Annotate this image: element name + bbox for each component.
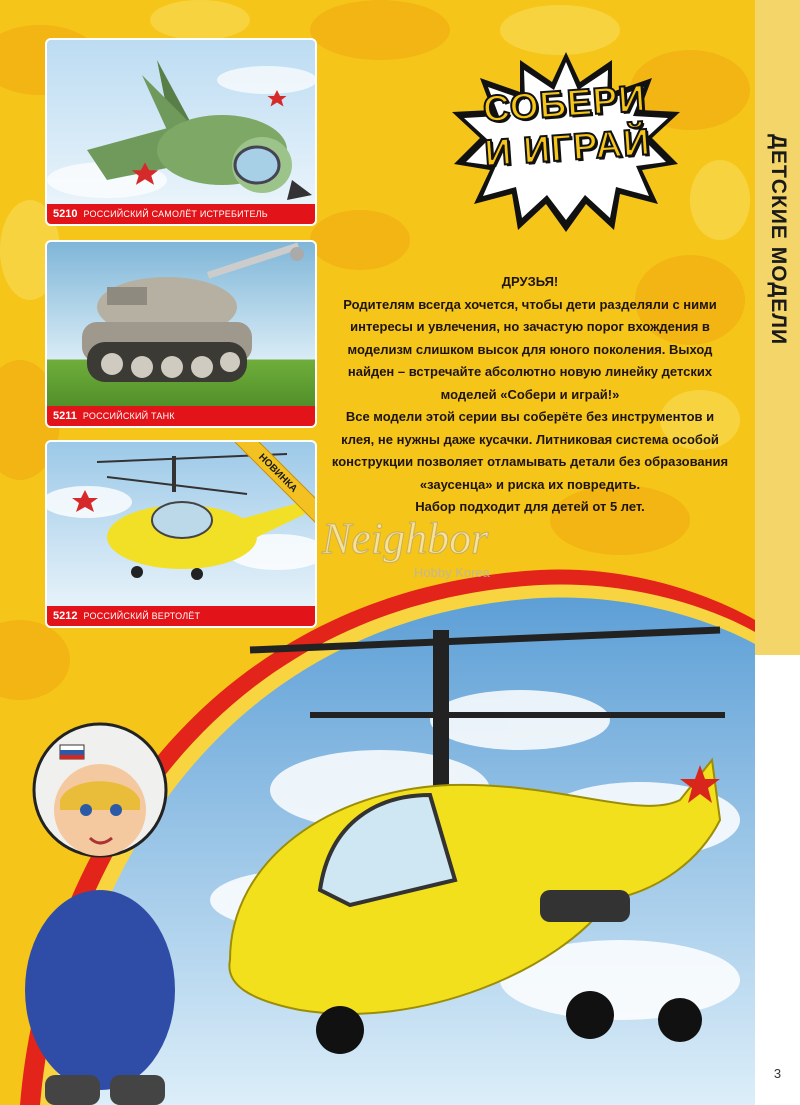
tank-image [47,242,315,410]
intro-greeting: ДРУЗЬЯ! [501,274,559,289]
logo-title [463,75,669,177]
product-code: 5210 [53,208,78,220]
product-name: РОССИЙСКИЙ САМОЛЁТ ИСТРЕБИТЕЛЬ [83,209,268,219]
product-name: РОССИЙСКИЙ ВЕРТОЛЁТ [83,611,201,621]
watermark [322,513,552,593]
intro-text [330,271,730,519]
product-card-tank[interactable] [45,240,317,428]
section-title: ДЕТСКИЕ МОДЕЛИ [767,133,790,346]
page-number: 3 [773,1066,782,1081]
intro-paragraph-3: Набор подходит для детей от 5 лет. [415,499,645,514]
watermark-sub: Hobby Korea [414,565,490,580]
product-card-fighter[interactable] [45,38,317,226]
sidebar-tab [755,655,800,1105]
logo-line-1: СОБЕРИ [481,77,648,130]
hero-illustration [0,560,755,1105]
watermark-main: Neighbor [322,514,489,563]
sidebar [755,0,800,1105]
product-caption [47,204,315,224]
product-code: 5212 [53,610,78,622]
intro-paragraph-2: Все модели этой серии вы соберёте без инструментов и клея, не нужны даже кусачки. Литниковая система особой конструкции позволяет отламывать детали без образования «заусенца» и риска их повредить. [331,409,729,492]
product-caption [47,406,315,426]
product-name: РОССИЙСКИЙ ТАНК [82,411,175,421]
logo-line-2: И ИГРАЙ [483,121,652,174]
fighter-jet-image [47,40,315,208]
intro-paragraph-1: Родителям всегда хочется, чтобы дети разделяли с ними интересы и увлечения, но зачастую порог вхождения в моделизм слишком высок для юного поколения. Выход найден – встречайте абсолютно новую линейку детских моделей «Собери и играй!» [343,296,717,402]
product-code: 5211 [53,410,77,422]
new-badge: НОВИНКА [226,440,317,525]
